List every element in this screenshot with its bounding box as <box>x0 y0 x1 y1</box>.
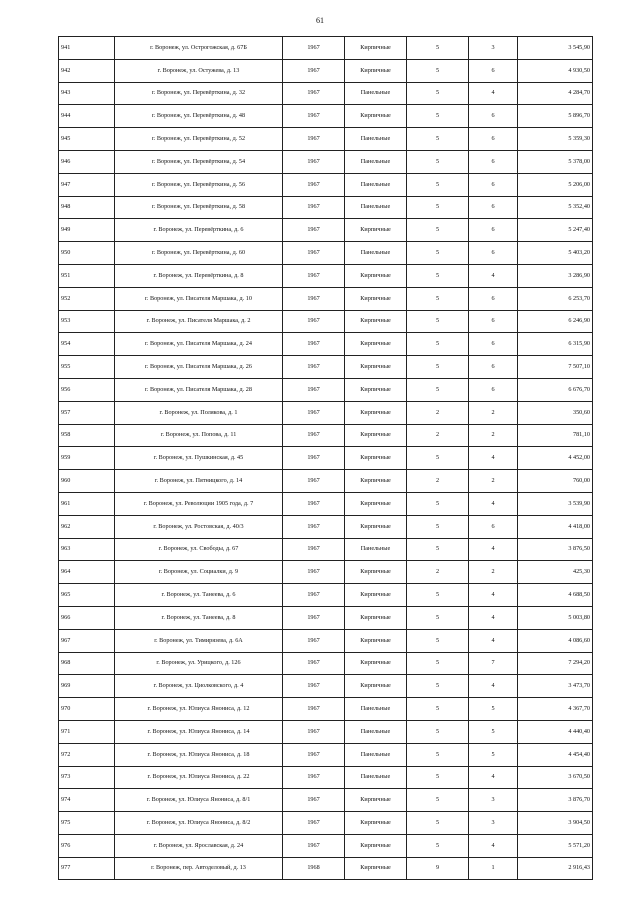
year-built-cell: 1967 <box>283 470 345 493</box>
address-cell: г. Воронеж, ул. Социалки, д. 9 <box>115 561 283 584</box>
entrances-cell: 6 <box>469 173 518 196</box>
row-number-cell: 973 <box>59 766 115 789</box>
address-cell: г. Воронеж, ул. Танеева, д. 8 <box>115 606 283 629</box>
table-row <box>59 606 593 629</box>
table-row <box>59 173 593 196</box>
entrances-cell: 1 <box>469 857 518 880</box>
floors-cell: 5 <box>407 629 469 652</box>
floors-cell: 5 <box>407 766 469 789</box>
wall-material-cell: Кирпичные <box>345 37 407 60</box>
address-cell: г. Воронеж, ул. Перевёрткина, д. 56 <box>115 173 283 196</box>
floors-cell: 5 <box>407 333 469 356</box>
area-cell: 5 206,00 <box>518 173 593 196</box>
wall-material-cell: Панельные <box>345 720 407 743</box>
table-row <box>59 310 593 333</box>
year-built-cell: 1967 <box>283 675 345 698</box>
entrances-cell: 4 <box>469 629 518 652</box>
floors-cell: 2 <box>407 561 469 584</box>
floors-cell: 5 <box>407 82 469 105</box>
table-row <box>59 629 593 652</box>
entrances-cell: 4 <box>469 264 518 287</box>
row-number-cell: 951 <box>59 264 115 287</box>
year-built-cell: 1967 <box>283 538 345 561</box>
floors-cell: 2 <box>407 401 469 424</box>
table-row <box>59 219 593 242</box>
row-number-cell: 970 <box>59 698 115 721</box>
wall-material-cell: Кирпичные <box>345 470 407 493</box>
table-row <box>59 128 593 151</box>
row-number-cell: 969 <box>59 675 115 698</box>
wall-material-cell: Кирпичные <box>345 789 407 812</box>
area-cell: 2 916,43 <box>518 857 593 880</box>
row-number-cell: 971 <box>59 720 115 743</box>
row-number-cell: 967 <box>59 629 115 652</box>
wall-material-cell: Кирпичные <box>345 333 407 356</box>
row-number-cell: 959 <box>59 447 115 470</box>
wall-material-cell: Кирпичные <box>345 219 407 242</box>
year-built-cell: 1967 <box>283 515 345 538</box>
floors-cell: 5 <box>407 447 469 470</box>
row-number-cell: 957 <box>59 401 115 424</box>
address-cell: г. Воронеж, ул. Юлиуса Янониса, д. 8/1 <box>115 789 283 812</box>
row-number-cell: 945 <box>59 128 115 151</box>
entrances-cell: 4 <box>469 82 518 105</box>
table-row <box>59 356 593 379</box>
wall-material-cell: Кирпичные <box>345 492 407 515</box>
year-built-cell: 1967 <box>283 629 345 652</box>
row-number-cell: 946 <box>59 150 115 173</box>
address-cell: г. Воронеж, ул. Юлиуса Янониса, д. 12 <box>115 698 283 721</box>
table-row <box>59 652 593 675</box>
address-cell: г. Воронеж, ул. Перевёрткина, д. 8 <box>115 264 283 287</box>
year-built-cell: 1967 <box>283 287 345 310</box>
floors-cell: 5 <box>407 310 469 333</box>
address-cell: г. Воронеж, пер. Автоделовый, д. 13 <box>115 857 283 880</box>
row-number-cell: 941 <box>59 37 115 60</box>
entrances-cell: 3 <box>469 812 518 835</box>
entrances-cell: 5 <box>469 720 518 743</box>
table-row <box>59 242 593 265</box>
wall-material-cell: Кирпичные <box>345 59 407 82</box>
year-built-cell: 1967 <box>283 82 345 105</box>
year-built-cell: 1967 <box>283 196 345 219</box>
area-cell: 4 930,50 <box>518 59 593 82</box>
entrances-cell: 4 <box>469 606 518 629</box>
floors-cell: 5 <box>407 378 469 401</box>
table-row <box>59 196 593 219</box>
entrances-cell: 3 <box>469 789 518 812</box>
area-cell: 3 904,50 <box>518 812 593 835</box>
table-row <box>59 834 593 857</box>
address-cell: г. Воронеж, ул. Свободы, д. 67 <box>115 538 283 561</box>
address-cell: г. Воронеж, ул. Революции 1905 года, д. 7 <box>115 492 283 515</box>
floors-cell: 2 <box>407 424 469 447</box>
table-row <box>59 105 593 128</box>
floors-cell: 5 <box>407 264 469 287</box>
area-cell: 3 539,90 <box>518 492 593 515</box>
table-row <box>59 720 593 743</box>
area-cell: 4 452,00 <box>518 447 593 470</box>
area-cell: 4 086,60 <box>518 629 593 652</box>
area-cell: 7 507,10 <box>518 356 593 379</box>
address-cell: г. Воронеж, ул. Юлиуса Янониса, д. 14 <box>115 720 283 743</box>
area-cell: 5 403,20 <box>518 242 593 265</box>
wall-material-cell: Кирпичные <box>345 447 407 470</box>
area-cell: 4 454,40 <box>518 743 593 766</box>
wall-material-cell: Кирпичные <box>345 310 407 333</box>
floors-cell: 5 <box>407 219 469 242</box>
address-cell: г. Воронеж, ул. Юлиуса Янониса, д. 8/2 <box>115 812 283 835</box>
area-cell: 3 876,70 <box>518 789 593 812</box>
table-row <box>59 584 593 607</box>
row-number-cell: 949 <box>59 219 115 242</box>
year-built-cell: 1967 <box>283 652 345 675</box>
year-built-cell: 1967 <box>283 834 345 857</box>
area-cell: 6 676,70 <box>518 378 593 401</box>
area-cell: 4 418,00 <box>518 515 593 538</box>
row-number-cell: 955 <box>59 356 115 379</box>
wall-material-cell: Панельные <box>345 766 407 789</box>
wall-material-cell: Кирпичные <box>345 287 407 310</box>
table-row <box>59 743 593 766</box>
row-number-cell: 958 <box>59 424 115 447</box>
area-cell: 6 253,70 <box>518 287 593 310</box>
area-cell: 760,00 <box>518 470 593 493</box>
floors-cell: 5 <box>407 196 469 219</box>
row-number-cell: 964 <box>59 561 115 584</box>
floors-cell: 5 <box>407 128 469 151</box>
row-number-cell: 961 <box>59 492 115 515</box>
year-built-cell: 1967 <box>283 766 345 789</box>
wall-material-cell: Панельные <box>345 173 407 196</box>
table-row <box>59 59 593 82</box>
area-cell: 3 286,90 <box>518 264 593 287</box>
entrances-cell: 7 <box>469 652 518 675</box>
address-cell: г. Воронеж, ул. Пушкинская, д. 45 <box>115 447 283 470</box>
year-built-cell: 1967 <box>283 698 345 721</box>
table-row <box>59 698 593 721</box>
year-built-cell: 1967 <box>283 242 345 265</box>
address-cell: г. Воронеж, ул. Писателя Маршака, д. 24 <box>115 333 283 356</box>
address-cell: г. Воронеж, ул. Писателя Маршака, д. 26 <box>115 356 283 379</box>
entrances-cell: 6 <box>469 105 518 128</box>
address-cell: г. Воронеж, ул. Ростовская, д. 40/3 <box>115 515 283 538</box>
table-row <box>59 447 593 470</box>
row-number-cell: 956 <box>59 378 115 401</box>
table-row <box>59 424 593 447</box>
row-number-cell: 968 <box>59 652 115 675</box>
floors-cell: 5 <box>407 584 469 607</box>
wall-material-cell: Кирпичные <box>345 652 407 675</box>
area-cell: 3 670,50 <box>518 766 593 789</box>
year-built-cell: 1967 <box>283 743 345 766</box>
address-cell: г. Воронеж, ул. Перевёрткина, д. 48 <box>115 105 283 128</box>
address-cell: г. Воронеж, ул. Циолковского, д. 4 <box>115 675 283 698</box>
address-cell: г. Воронеж, ул. Полякова, д. 1 <box>115 401 283 424</box>
floors-cell: 5 <box>407 242 469 265</box>
floors-cell: 5 <box>407 606 469 629</box>
year-built-cell: 1967 <box>283 378 345 401</box>
area-cell: 5 378,00 <box>518 150 593 173</box>
floors-cell: 5 <box>407 834 469 857</box>
wall-material-cell: Кирпичные <box>345 675 407 698</box>
table-row <box>59 561 593 584</box>
floors-cell: 5 <box>407 743 469 766</box>
address-cell: г. Воронеж, ул. Писателя Маршака, д. 2 <box>115 310 283 333</box>
area-cell: 425,30 <box>518 561 593 584</box>
address-cell: г. Воронеж, ул. Остужева, д. 13 <box>115 59 283 82</box>
table-row <box>59 515 593 538</box>
entrances-cell: 4 <box>469 766 518 789</box>
year-built-cell: 1967 <box>283 447 345 470</box>
row-number-cell: 975 <box>59 812 115 835</box>
wall-material-cell: Кирпичные <box>345 629 407 652</box>
address-cell: г. Воронеж, ул. Урицкого, д. 126 <box>115 652 283 675</box>
year-built-cell: 1967 <box>283 150 345 173</box>
floors-cell: 9 <box>407 857 469 880</box>
row-number-cell: 947 <box>59 173 115 196</box>
wall-material-cell: Панельные <box>345 242 407 265</box>
year-built-cell: 1967 <box>283 37 345 60</box>
floors-cell: 5 <box>407 105 469 128</box>
table-row <box>59 264 593 287</box>
floors-cell: 5 <box>407 789 469 812</box>
housing-register-table <box>58 36 593 880</box>
entrances-cell: 3 <box>469 37 518 60</box>
year-built-cell: 1967 <box>283 401 345 424</box>
row-number-cell: 942 <box>59 59 115 82</box>
area-cell: 4 284,70 <box>518 82 593 105</box>
address-cell: г. Воронеж, ул. Попова, д. 11 <box>115 424 283 447</box>
entrances-cell: 4 <box>469 834 518 857</box>
wall-material-cell: Кирпичные <box>345 606 407 629</box>
year-built-cell: 1968 <box>283 857 345 880</box>
wall-material-cell: Кирпичные <box>345 834 407 857</box>
entrances-cell: 5 <box>469 743 518 766</box>
floors-cell: 5 <box>407 150 469 173</box>
entrances-cell: 6 <box>469 150 518 173</box>
wall-material-cell: Кирпичные <box>345 424 407 447</box>
entrances-cell: 6 <box>469 287 518 310</box>
entrances-cell: 6 <box>469 59 518 82</box>
table-row <box>59 378 593 401</box>
floors-cell: 5 <box>407 538 469 561</box>
entrances-cell: 4 <box>469 447 518 470</box>
floors-cell: 5 <box>407 492 469 515</box>
floors-cell: 5 <box>407 173 469 196</box>
wall-material-cell: Кирпичные <box>345 515 407 538</box>
address-cell: г. Воронеж, ул. Перевёрткина, д. 32 <box>115 82 283 105</box>
floors-cell: 5 <box>407 652 469 675</box>
floors-cell: 5 <box>407 356 469 379</box>
area-cell: 6 315,90 <box>518 333 593 356</box>
entrances-cell: 2 <box>469 401 518 424</box>
table-row <box>59 789 593 812</box>
entrances-cell: 5 <box>469 698 518 721</box>
row-number-cell: 960 <box>59 470 115 493</box>
row-number-cell: 950 <box>59 242 115 265</box>
table-row <box>59 287 593 310</box>
address-cell: г. Воронеж, ул. Тимирязева, д. 6А <box>115 629 283 652</box>
area-cell: 5 352,40 <box>518 196 593 219</box>
row-number-cell: 948 <box>59 196 115 219</box>
wall-material-cell: Панельные <box>345 150 407 173</box>
address-cell: г. Воронеж, ул. Перевёрткина, д. 52 <box>115 128 283 151</box>
floors-cell: 5 <box>407 287 469 310</box>
entrances-cell: 6 <box>469 242 518 265</box>
address-cell: г. Воронеж, ул. Ярославская, д. 24 <box>115 834 283 857</box>
entrances-cell: 6 <box>469 378 518 401</box>
entrances-cell: 6 <box>469 356 518 379</box>
entrances-cell: 2 <box>469 561 518 584</box>
wall-material-cell: Панельные <box>345 743 407 766</box>
row-number-cell: 944 <box>59 105 115 128</box>
floors-cell: 5 <box>407 698 469 721</box>
wall-material-cell: Панельные <box>345 698 407 721</box>
floors-cell: 5 <box>407 812 469 835</box>
entrances-cell: 4 <box>469 584 518 607</box>
row-number-cell: 953 <box>59 310 115 333</box>
year-built-cell: 1967 <box>283 264 345 287</box>
table-row <box>59 857 593 880</box>
address-cell: г. Воронеж, ул. Перевёрткина, д. 54 <box>115 150 283 173</box>
address-cell: г. Воронеж, ул. Острогожская, д. 67Б <box>115 37 283 60</box>
area-cell: 4 367,70 <box>518 698 593 721</box>
area-cell: 3 876,50 <box>518 538 593 561</box>
entrances-cell: 2 <box>469 470 518 493</box>
table-row <box>59 492 593 515</box>
wall-material-cell: Кирпичные <box>345 857 407 880</box>
year-built-cell: 1967 <box>283 492 345 515</box>
wall-material-cell: Кирпичные <box>345 561 407 584</box>
table-row <box>59 538 593 561</box>
year-built-cell: 1967 <box>283 720 345 743</box>
area-cell: 6 246,90 <box>518 310 593 333</box>
wall-material-cell: Кирпичные <box>345 584 407 607</box>
year-built-cell: 1967 <box>283 310 345 333</box>
year-built-cell: 1967 <box>283 789 345 812</box>
area-cell: 7 294,20 <box>518 652 593 675</box>
year-built-cell: 1967 <box>283 219 345 242</box>
entrances-cell: 4 <box>469 492 518 515</box>
address-cell: г. Воронеж, ул. Юлиуса Янониса, д. 18 <box>115 743 283 766</box>
row-number-cell: 974 <box>59 789 115 812</box>
area-cell: 4 440,40 <box>518 720 593 743</box>
row-number-cell: 977 <box>59 857 115 880</box>
entrances-cell: 6 <box>469 219 518 242</box>
row-number-cell: 966 <box>59 606 115 629</box>
year-built-cell: 1967 <box>283 561 345 584</box>
entrances-cell: 6 <box>469 333 518 356</box>
wall-material-cell: Кирпичные <box>345 356 407 379</box>
row-number-cell: 962 <box>59 515 115 538</box>
address-cell: г. Воронеж, ул. Писателя Маршака, д. 28 <box>115 378 283 401</box>
table-row <box>59 812 593 835</box>
area-cell: 5 896,70 <box>518 105 593 128</box>
entrances-cell: 4 <box>469 538 518 561</box>
year-built-cell: 1967 <box>283 584 345 607</box>
floors-cell: 2 <box>407 470 469 493</box>
table-row <box>59 37 593 60</box>
entrances-cell: 6 <box>469 310 518 333</box>
area-cell: 350,60 <box>518 401 593 424</box>
area-cell: 4 688,50 <box>518 584 593 607</box>
year-built-cell: 1967 <box>283 424 345 447</box>
year-built-cell: 1967 <box>283 173 345 196</box>
entrances-cell: 2 <box>469 424 518 447</box>
address-cell: г. Воронеж, ул. Перевёрткина, д. 6 <box>115 219 283 242</box>
year-built-cell: 1967 <box>283 59 345 82</box>
entrances-cell: 6 <box>469 515 518 538</box>
address-cell: г. Воронеж, ул. Пятницкого, д. 14 <box>115 470 283 493</box>
year-built-cell: 1967 <box>283 333 345 356</box>
table-row <box>59 766 593 789</box>
wall-material-cell: Кирпичные <box>345 105 407 128</box>
wall-material-cell: Кирпичные <box>345 401 407 424</box>
page-number: 61 <box>316 16 324 25</box>
year-built-cell: 1967 <box>283 606 345 629</box>
area-cell: 3 473,70 <box>518 675 593 698</box>
table-row <box>59 675 593 698</box>
table-row <box>59 82 593 105</box>
row-number-cell: 952 <box>59 287 115 310</box>
wall-material-cell: Панельные <box>345 128 407 151</box>
wall-material-cell: Кирпичные <box>345 264 407 287</box>
area-cell: 3 545,90 <box>518 37 593 60</box>
row-number-cell: 963 <box>59 538 115 561</box>
row-number-cell: 943 <box>59 82 115 105</box>
entrances-cell: 6 <box>469 128 518 151</box>
row-number-cell: 965 <box>59 584 115 607</box>
floors-cell: 5 <box>407 675 469 698</box>
floors-cell: 5 <box>407 515 469 538</box>
area-cell: 5 247,40 <box>518 219 593 242</box>
wall-material-cell: Кирпичные <box>345 378 407 401</box>
year-built-cell: 1967 <box>283 128 345 151</box>
area-cell: 5 003,80 <box>518 606 593 629</box>
address-cell: г. Воронеж, ул. Перевёрткина, д. 58 <box>115 196 283 219</box>
address-cell: г. Воронеж, ул. Писателя Маршака, д. 10 <box>115 287 283 310</box>
row-number-cell: 954 <box>59 333 115 356</box>
entrances-cell: 4 <box>469 675 518 698</box>
row-number-cell: 972 <box>59 743 115 766</box>
area-cell: 5 571,20 <box>518 834 593 857</box>
wall-material-cell: Кирпичные <box>345 812 407 835</box>
wall-material-cell: Панельные <box>345 82 407 105</box>
address-cell: г. Воронеж, ул. Юлиуса Янониса, д. 22 <box>115 766 283 789</box>
entrances-cell: 6 <box>469 196 518 219</box>
address-cell: г. Воронеж, ул. Перевёрткина, д. 60 <box>115 242 283 265</box>
address-cell: г. Воронеж, ул. Танеева, д. 6 <box>115 584 283 607</box>
area-cell: 781,10 <box>518 424 593 447</box>
table-row <box>59 333 593 356</box>
floors-cell: 5 <box>407 720 469 743</box>
wall-material-cell: Панельные <box>345 538 407 561</box>
row-number-cell: 976 <box>59 834 115 857</box>
year-built-cell: 1967 <box>283 105 345 128</box>
floors-cell: 5 <box>407 37 469 60</box>
year-built-cell: 1967 <box>283 356 345 379</box>
floors-cell: 5 <box>407 59 469 82</box>
year-built-cell: 1967 <box>283 812 345 835</box>
area-cell: 5 359,30 <box>518 128 593 151</box>
table-row <box>59 470 593 493</box>
wall-material-cell: Панельные <box>345 196 407 219</box>
table-row <box>59 401 593 424</box>
table-row <box>59 150 593 173</box>
